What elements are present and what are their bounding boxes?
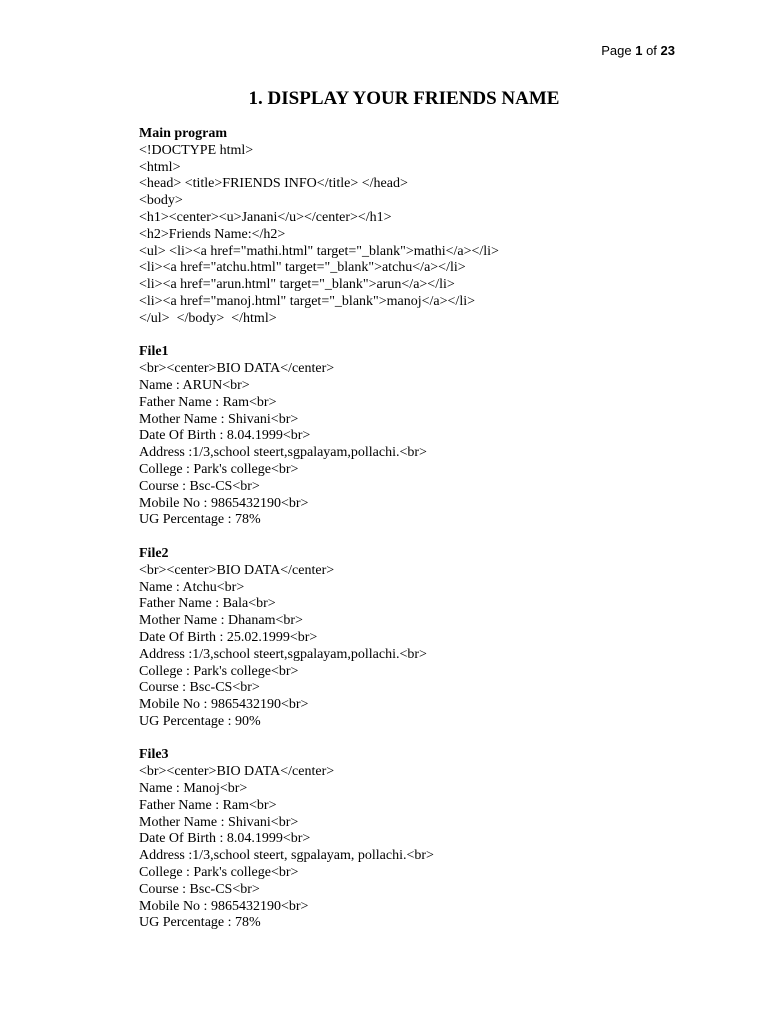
page-number-separator: of <box>642 43 661 58</box>
code-line: Date Of Birth : 8.04.1999<br> <box>139 831 311 847</box>
code-line: UG Percentage : 90% <box>139 713 261 729</box>
code-line: Course : Bsc-CS<br> <box>139 478 260 494</box>
code-line: <li><a href="arun.html" target="_blank">arun</a></li> <box>139 277 455 293</box>
code-line: Mother Name : Dhanam<br> <box>139 613 303 629</box>
code-line: Course : Bsc-CS<br> <box>139 881 260 897</box>
code-line: Father Name : Bala<br> <box>139 596 276 612</box>
code-line: <br><center>BIO DATA</center> <box>139 562 335 578</box>
code-line: <body> <box>139 193 183 209</box>
code-line: <h2>Friends Name:</h2> <box>139 226 286 242</box>
code-line: <head> <title>FRIENDS INFO</title> </head> <box>139 176 408 192</box>
code-line: Name : Atchu<br> <box>139 579 245 595</box>
code-line: Address :1/3,school steert, sgpalayam, pollachi.<br> <box>139 848 434 864</box>
code-line: <br><center>BIO DATA</center> <box>139 361 335 377</box>
code-line: <!DOCTYPE html> <box>139 142 254 158</box>
code-line: <li><a href="atchu.html" target="_blank">atchu</a></li> <box>139 260 466 276</box>
code-line: UG Percentage : 78% <box>139 915 261 931</box>
code-line: UG Percentage : 78% <box>139 512 261 528</box>
code-line: Address :1/3,school steert,sgpalayam,pollachi.<br> <box>139 646 427 662</box>
code-line: Mobile No : 9865432190<br> <box>139 697 309 713</box>
section-file3 <box>139 747 739 932</box>
code-line: Name : ARUN<br> <box>139 377 250 393</box>
code-line: Mobile No : 9865432190<br> <box>139 898 309 914</box>
section-file1 <box>139 344 739 529</box>
section-main-program <box>139 126 739 328</box>
page-title: 1. DISPLAY YOUR FRIENDS NAME <box>248 88 560 109</box>
code-line: Father Name : Ram<br> <box>139 394 277 410</box>
code-line: Name : Manoj<br> <box>139 781 248 797</box>
section-heading: File3 <box>139 747 169 763</box>
code-line: Father Name : Ram<br> <box>139 797 277 813</box>
document-body <box>139 126 739 949</box>
code-line: <h1><center><u>Janani</u></center></h1> <box>139 209 392 225</box>
section-heading: File1 <box>139 344 169 360</box>
page-number-current: 1 <box>635 43 643 58</box>
page-number-prefix: Page <box>601 43 636 58</box>
code-line: <li><a href="manoj.html" target="_blank">manoj</a></li> <box>139 293 475 309</box>
code-line: Date Of Birth : 25.02.1999<br> <box>139 629 318 645</box>
code-line: <ul> <li><a href="mathi.html" target="_blank">mathi</a></li> <box>139 243 499 259</box>
code-line: </ul> </body> </html> <box>139 310 277 326</box>
code-line: <html> <box>139 159 181 175</box>
section-file2 <box>139 546 739 731</box>
code-line: Mother Name : Shivani<br> <box>139 411 299 427</box>
code-line: Date Of Birth : 8.04.1999<br> <box>139 428 311 444</box>
code-line: College : Park's college<br> <box>139 663 299 679</box>
section-heading: File2 <box>139 545 169 561</box>
code-line: Address :1/3,school steert,sgpalayam,pollachi.<br> <box>139 445 427 461</box>
page-number-total: 23 <box>660 43 675 58</box>
code-line: <br><center>BIO DATA</center> <box>139 764 335 780</box>
code-line: Course : Bsc-CS<br> <box>139 680 260 696</box>
code-line: Mother Name : Shivani<br> <box>139 814 299 830</box>
code-line: Mobile No : 9865432190<br> <box>139 495 309 511</box>
page-number <box>601 43 675 59</box>
section-heading: Main program <box>139 126 228 141</box>
code-line: College : Park's college<br> <box>139 865 299 881</box>
code-line: College : Park's college<br> <box>139 461 299 477</box>
